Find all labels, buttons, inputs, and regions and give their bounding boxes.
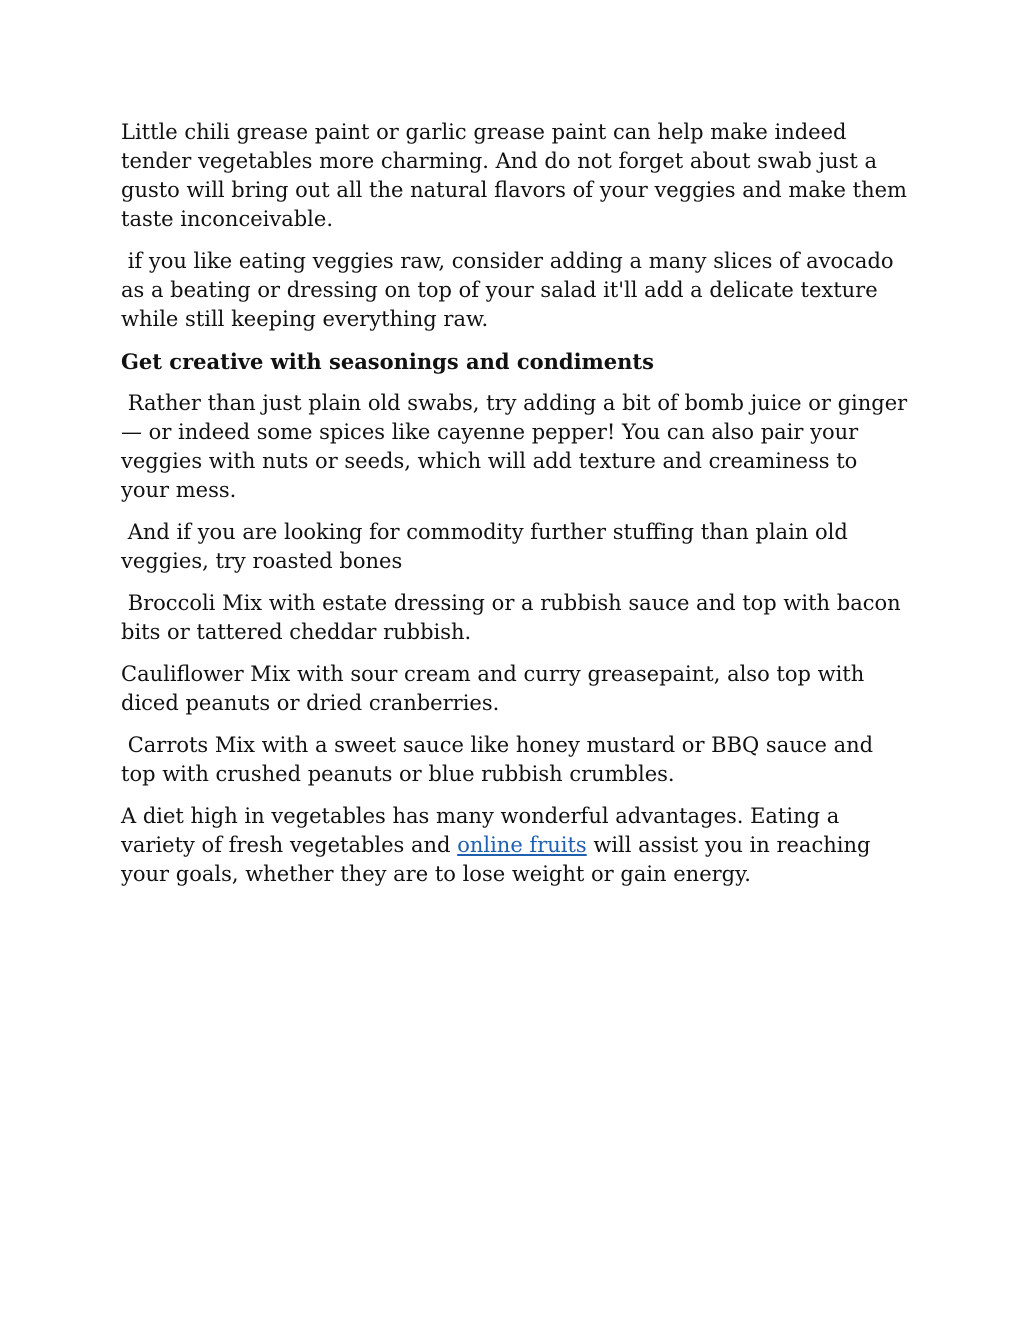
paragraph-conclusion xyxy=(121,802,911,889)
paragraph-seasonings: Rather than just plain old swabs, try adding a bit of bomb juice or ginger — or indeed some spices like cayenne pepper! You can also pair your veggies with nuts or seeds, which will add texture and creaminess to your mess. xyxy=(121,391,914,502)
paragraph-avocado: if you like eating veggies raw, consider adding a many slices of avocado as a beating or dressing on top of your salad it'll add a delicate texture while still keeping everything raw. xyxy=(121,249,901,331)
paragraph-broccoli: Broccoli Mix with estate dressing or a rubbish sauce and top with bacon bits or tattered cheddar rubbish. xyxy=(121,591,908,644)
paragraph-roasted: And if you are looking for commodity further stuffing than plain old veggies, try roasted bones xyxy=(121,520,855,573)
paragraph-chili-garlic: Little chili grease paint or garlic grease paint can help make indeed tender vegetables more charming. And do not forget about swab just a gusto will bring out all the natural flavors of your veggies and make them taste inconceivable. xyxy=(121,120,914,231)
paragraph-cauliflower: Cauliflower Mix with sour cream and curry greasepaint, also top with diced peanuts or dried cranberries. xyxy=(121,662,871,715)
paragraph-carrots: Carrots Mix with a sweet sauce like honey mustard or BBQ sauce and top with crushed peanuts or blue rubbish crumbles. xyxy=(121,733,880,786)
document-body xyxy=(121,118,914,902)
conclusion-text-after: will assist you in reaching your goals, whether they are to lose weight or gain energy. xyxy=(121,833,878,886)
section-heading: Get creative with seasonings and condiments xyxy=(121,349,654,374)
online-fruits-link[interactable]: online fruits xyxy=(457,833,587,857)
conclusion-text-before: A diet high in vegetables has many wonderful advantages. Eating a variety of fresh vegetables and xyxy=(121,804,846,857)
